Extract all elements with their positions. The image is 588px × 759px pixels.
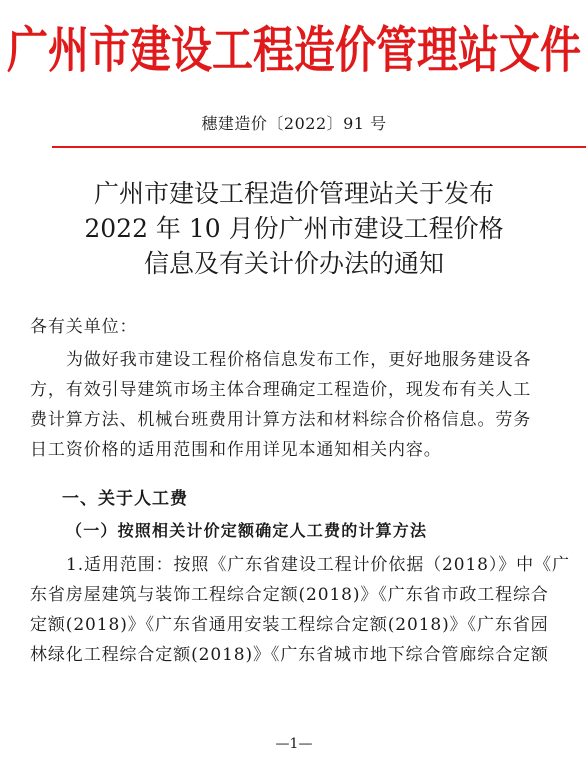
document-number: 穗建造价〔2022〕91 号 [201, 114, 387, 133]
salutation: 各有关单位： [30, 317, 138, 337]
paragraph-line: 1.适用范围：按照《广东省建设工程计价依据（2018）》中《广 [66, 555, 570, 575]
paragraph-line: 日工资价格的适用范围和作用详见本通知相关内容。 [30, 440, 442, 460]
notice-title-line: 广州市建设工程造价管理站关于发布 [93, 179, 494, 208]
paragraph-line: 东省房屋建筑与装饰工程综合定额(2018)》《广东省市政工程综合 [30, 585, 549, 605]
paragraph-line: 定额(2018)》《广东省通用安装工程综合定额(2018)》《广东省园 [30, 615, 549, 635]
paragraph-line: 方，有效引导建筑市场主体合理确定工程造价，现发布有关人工 [30, 380, 532, 400]
intro-paragraph [30, 345, 575, 465]
header-red-divider [52, 146, 586, 148]
paragraph-line: 林绿化工程综合定额(2018)》《广东省城市地下综合管廊综合定额 [30, 645, 549, 665]
page-number: —1— [275, 736, 313, 752]
section-heading: 一、关于人工费 [62, 489, 188, 509]
notice-title-line: 2022 年 10 月份广州市建设工程价格 [84, 214, 504, 243]
paragraph-line: 为做好我市建设工程价格信息发布工作，更好地服务建设各 [66, 350, 532, 370]
paragraph-line: 费计算方法、机械台班费用计算方法和材料综合价格信息。劳务 [30, 410, 532, 430]
document-header-title: 广州市建设工程造价管理站文件 [7, 21, 581, 79]
scope-paragraph [30, 550, 575, 670]
notice-title [0, 176, 588, 281]
section-subheading: （一）按照相关计价定额确定人工费的计算方法 [66, 521, 428, 540]
notice-title-line: 信息及有关计价办法的通知 [143, 249, 444, 278]
